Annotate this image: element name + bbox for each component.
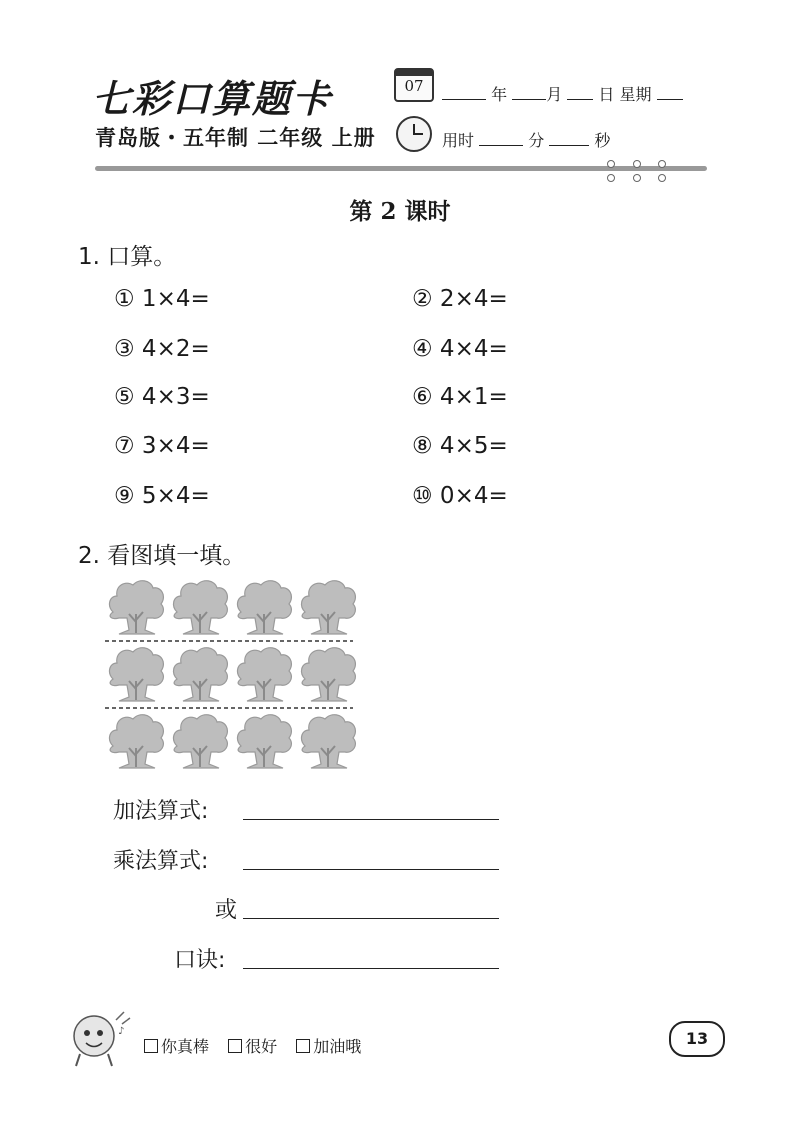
q1-item: ① 1×4= [114, 286, 210, 312]
second-label: 秒 [594, 131, 611, 150]
cartoon-mascot-icon [66, 1008, 134, 1070]
time-fill-line [442, 128, 610, 151]
month-blank[interactable] [512, 85, 546, 100]
tree-icon [238, 715, 292, 768]
page-number: 13 [669, 1021, 725, 1057]
q1-item: ⑨ 5×4= [114, 483, 210, 509]
year-blank[interactable] [442, 85, 486, 100]
svg-text:♪: ♪ [118, 1026, 125, 1037]
edition-label: 青岛版・五年制 二年级 上册 [95, 126, 376, 150]
tree-icon [174, 715, 228, 768]
mul-alt-answer-line[interactable] [243, 918, 499, 919]
clock-icon [396, 116, 432, 152]
tree-icon [302, 648, 356, 701]
ring-icon [636, 160, 640, 182]
day-label: 日 [598, 85, 615, 104]
tree-row-1 [110, 581, 356, 634]
q2-title: 2. 看图填一填。 [78, 543, 246, 569]
q1-item: ⑧ 4×5= [412, 433, 508, 459]
tree-icon [110, 581, 164, 634]
checkbox-icon[interactable] [144, 1039, 158, 1053]
header-divider [95, 166, 707, 171]
tree-icon [110, 715, 164, 768]
mul-answer-line[interactable] [243, 869, 499, 870]
q1-item: ③ 4×2= [114, 336, 210, 362]
rating-option-3[interactable] [296, 1037, 361, 1056]
ring-icon [661, 160, 665, 182]
tree-icon [174, 648, 228, 701]
rating-label: 你真棒 [161, 1037, 210, 1056]
q1-item: ⑩ 0×4= [412, 483, 508, 509]
date-fill-line [442, 82, 683, 105]
tree-icon [238, 648, 292, 701]
month-label: 月 [546, 85, 563, 104]
q1-title: 1. 口算。 [78, 244, 177, 270]
tree-icon [110, 648, 164, 701]
rhyme-label: 口诀: [174, 948, 226, 973]
tree-row-3 [110, 715, 356, 768]
rating-label: 加油哦 [313, 1037, 362, 1056]
lesson-title: 第 2 课时 [349, 198, 451, 225]
tree-icon [302, 715, 356, 768]
checkbox-icon[interactable] [228, 1039, 242, 1053]
tree-icon [174, 581, 228, 634]
q1-item: ⑤ 4×3= [114, 384, 210, 410]
checkbox-icon[interactable] [296, 1039, 310, 1053]
weekday-blank[interactable] [657, 85, 683, 100]
tree-icon [302, 581, 356, 634]
mul-label: 乘法算式: [113, 849, 209, 874]
add-answer-line[interactable] [243, 819, 499, 820]
q1-item: ⑥ 4×1= [412, 384, 508, 410]
calendar-day: 07 [404, 77, 424, 95]
rating-label: 很好 [245, 1037, 278, 1056]
rating-options [144, 1034, 361, 1057]
rating-option-1[interactable] [144, 1037, 209, 1056]
q1-item: ② 2×4= [412, 286, 508, 312]
rating-option-2[interactable] [228, 1037, 277, 1056]
second-blank[interactable] [549, 131, 589, 146]
weekday-label: 星期 [619, 85, 652, 104]
rhyme-answer-line[interactable] [243, 968, 499, 969]
q1-item: ④ 4×4= [412, 336, 508, 362]
q1-item: ⑦ 3×4= [114, 433, 210, 459]
tree-row-2 [110, 648, 356, 701]
tree-icon [238, 581, 292, 634]
add-label: 加法算式: [113, 799, 209, 824]
calendar-icon [394, 68, 434, 102]
year-label: 年 [491, 85, 508, 104]
minute-label: 分 [528, 131, 545, 150]
minute-blank[interactable] [479, 131, 523, 146]
or-label: 或 [215, 898, 238, 923]
day-blank[interactable] [567, 85, 593, 100]
ring-icon [610, 160, 614, 182]
tree-picture [105, 578, 365, 778]
brand-title: 七彩口算题卡 [92, 76, 333, 121]
time-used-label: 用时 [442, 131, 475, 150]
